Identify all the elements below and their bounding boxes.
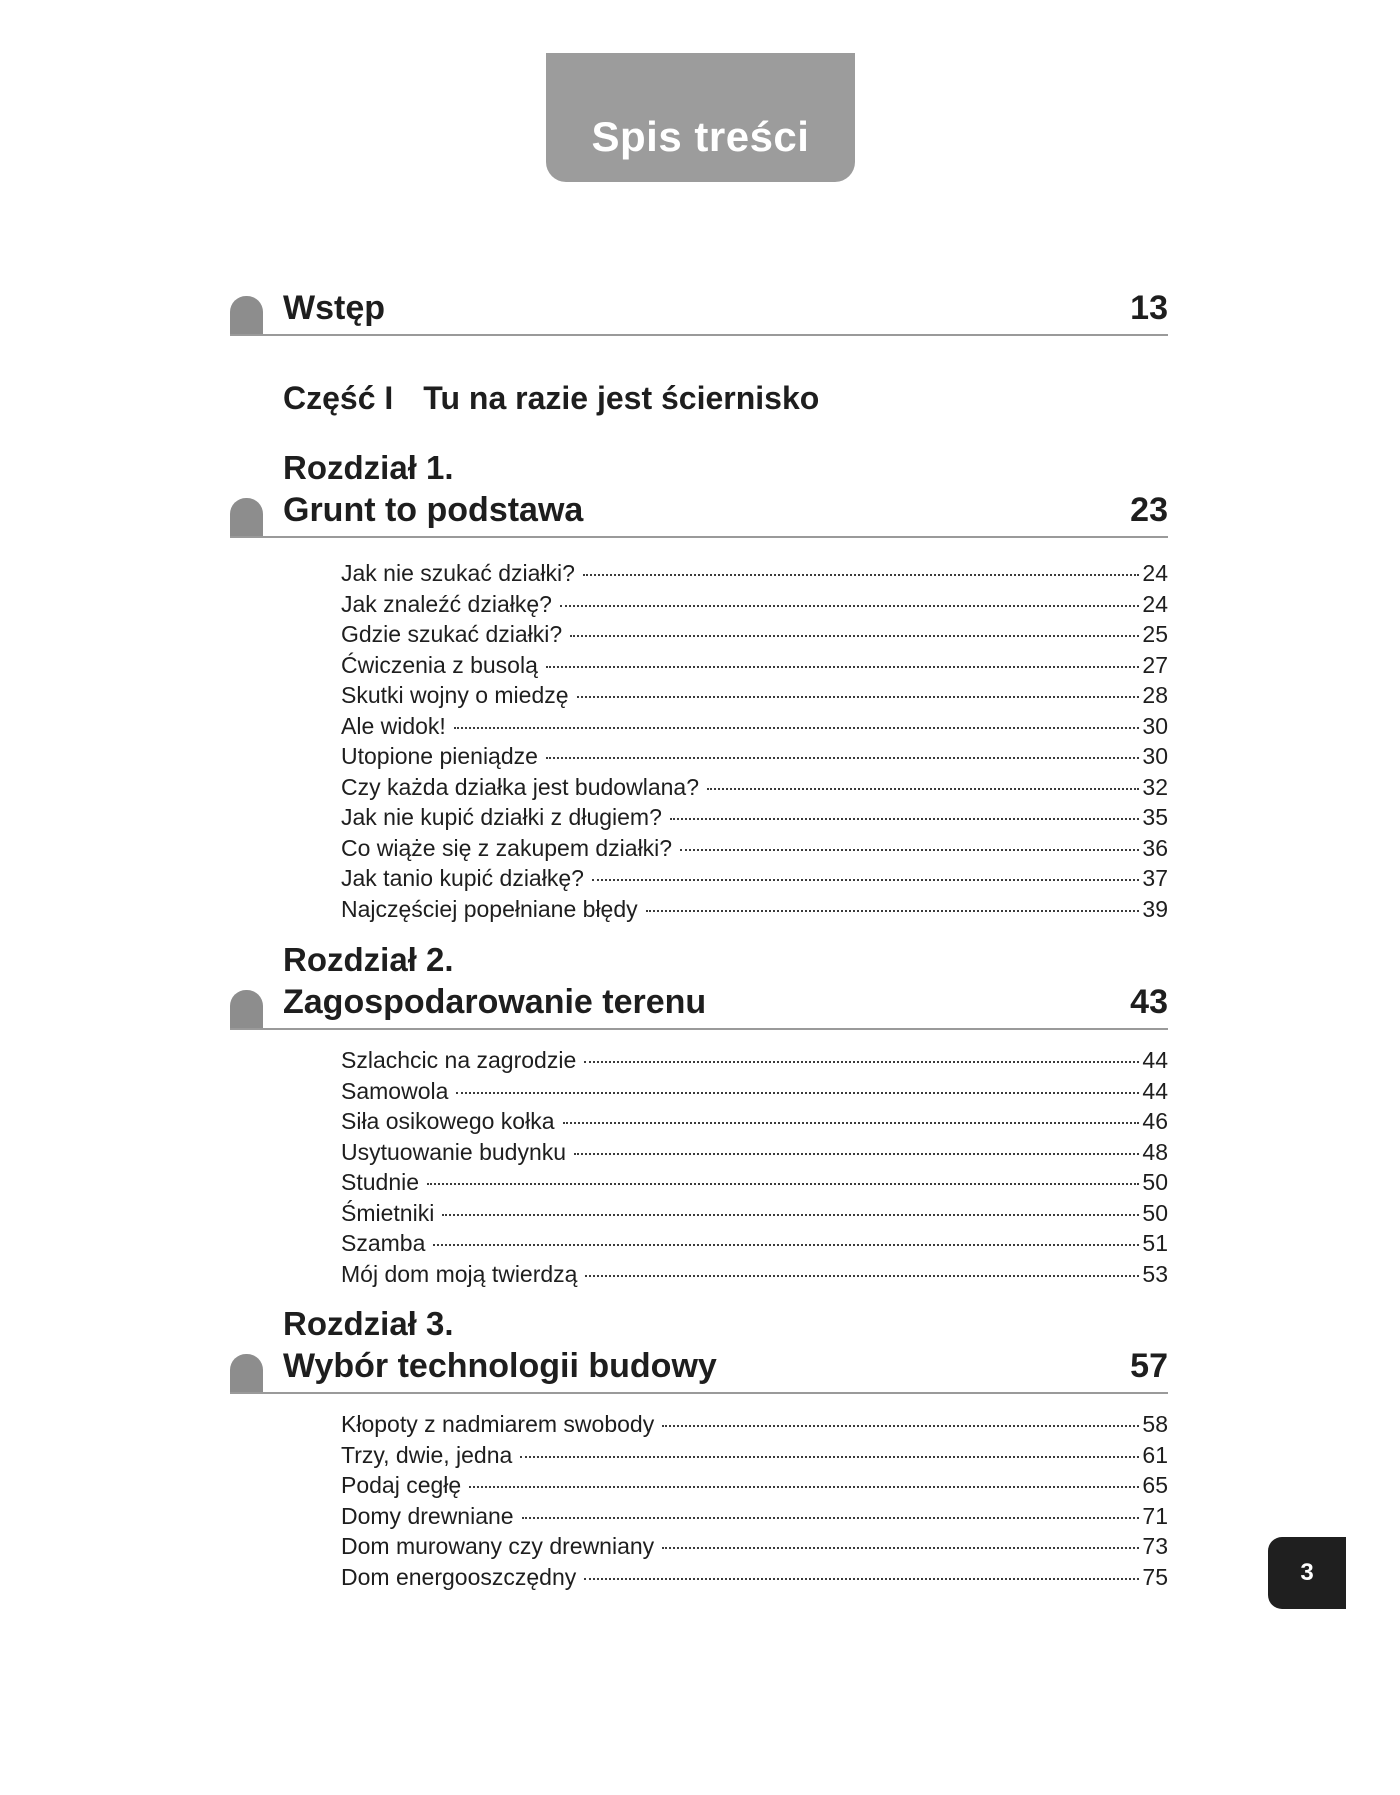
toc-entry[interactable] xyxy=(341,1076,1168,1107)
toc-entry[interactable] xyxy=(341,589,1168,620)
entry-title: Podaj cegłę xyxy=(341,1472,462,1498)
dot-leader xyxy=(707,788,1139,790)
toc-entry[interactable] xyxy=(341,1501,1168,1532)
entry-page: 48 xyxy=(1142,1138,1168,1165)
entry-title: Najczęściej popełniane błędy xyxy=(341,895,638,922)
toc-entry[interactable] xyxy=(341,1137,1168,1168)
dot-leader xyxy=(442,1214,1139,1216)
entry-page: 50 xyxy=(1142,1199,1168,1226)
entry-title: Studnie xyxy=(341,1169,420,1195)
entry-page: 46 xyxy=(1142,1108,1168,1134)
entry-page: 28 xyxy=(1142,682,1168,708)
section-rule xyxy=(230,536,1168,538)
section-rule xyxy=(230,1392,1168,1394)
dot-leader xyxy=(662,1547,1139,1549)
entry-title: Jak tanio kupić działkę? xyxy=(341,865,584,891)
part-number: Część I xyxy=(283,380,394,416)
entry-page: 27 xyxy=(1142,651,1168,678)
entry-page: 30 xyxy=(1142,743,1168,769)
entry-page: 44 xyxy=(1142,1047,1168,1073)
chapter-number: Rozdział 2. xyxy=(283,941,454,978)
dot-leader xyxy=(563,1122,1140,1124)
dot-leader xyxy=(584,1061,1139,1063)
entry-page: 53 xyxy=(1142,1260,1168,1287)
entry-title: Dom energooszczędny xyxy=(341,1563,577,1590)
entry-title: Utopione pieniądze xyxy=(341,743,538,769)
toc-entry[interactable] xyxy=(341,1106,1168,1137)
toc-entry[interactable] xyxy=(341,558,1168,589)
toc-entry[interactable] xyxy=(341,1409,1168,1440)
toc-entry[interactable] xyxy=(341,1259,1168,1290)
toc-section-intro[interactable] xyxy=(230,276,1168,336)
dot-leader xyxy=(662,1425,1139,1427)
dot-leader xyxy=(577,696,1140,698)
toc-entry[interactable] xyxy=(341,680,1168,711)
entry-page: 71 xyxy=(1142,1502,1168,1529)
entry-page: 37 xyxy=(1142,865,1168,891)
entry-title: Dom murowany czy drewniany xyxy=(341,1533,655,1559)
section-page: 13 xyxy=(1130,289,1168,327)
toc-title: Spis treści xyxy=(591,113,810,160)
dot-leader xyxy=(456,1092,1139,1094)
chapter-page: 43 xyxy=(1130,983,1168,1021)
chapter-2-entries xyxy=(341,1045,1168,1289)
dot-leader xyxy=(522,1517,1140,1519)
entry-page: 24 xyxy=(1142,560,1168,586)
dot-leader xyxy=(570,635,1139,637)
dot-leader xyxy=(592,879,1139,881)
entry-title: Szlachcic na zagrodzie xyxy=(341,1047,577,1073)
entry-title: Kłopoty z nadmiarem swobody xyxy=(341,1411,655,1437)
entry-title: Samowola xyxy=(341,1077,449,1104)
toc-chapter-3[interactable] xyxy=(230,1334,1168,1394)
dot-leader xyxy=(546,757,1139,759)
entry-title: Trzy, dwie, jedna xyxy=(341,1441,513,1468)
entry-title: Ale widok! xyxy=(341,712,446,739)
chapter-title: Zagospodarowanie terenu xyxy=(283,983,707,1021)
toc-entry[interactable] xyxy=(341,863,1168,894)
dot-leader xyxy=(584,1578,1139,1580)
toc-entry[interactable] xyxy=(341,1531,1168,1562)
section-marker-icon xyxy=(230,498,263,536)
entry-page: 75 xyxy=(1142,1563,1168,1590)
page-number-tab xyxy=(1268,1537,1346,1609)
toc-entry[interactable] xyxy=(341,1045,1168,1076)
section-marker-icon xyxy=(230,1354,263,1392)
chapter-page: 57 xyxy=(1130,1347,1168,1385)
toc-entry[interactable] xyxy=(341,833,1168,864)
entry-title: Czy każda działka jest budowlana? xyxy=(341,773,699,800)
dot-leader xyxy=(454,727,1140,729)
dot-leader xyxy=(427,1183,1139,1185)
entry-title: Domy drewniane xyxy=(341,1502,514,1529)
toc-entry[interactable] xyxy=(341,711,1168,742)
dot-leader xyxy=(574,1153,1139,1155)
dot-leader xyxy=(560,605,1139,607)
dot-leader xyxy=(670,818,1140,820)
entry-page: 39 xyxy=(1142,895,1168,922)
dot-leader xyxy=(546,666,1140,668)
entry-title: Śmietniki xyxy=(341,1199,435,1226)
dot-leader xyxy=(433,1244,1139,1246)
toc-entry[interactable] xyxy=(341,650,1168,681)
toc-chapter-2[interactable] xyxy=(230,970,1168,1030)
entry-page: 65 xyxy=(1142,1472,1168,1498)
dot-leader xyxy=(583,574,1139,576)
entry-title: Jak nie kupić działki z długiem? xyxy=(341,804,662,830)
entry-page: 35 xyxy=(1142,804,1168,830)
toc-entry[interactable] xyxy=(341,1167,1168,1198)
entry-page: 50 xyxy=(1142,1169,1168,1195)
entry-title: Ćwiczenia z busolą xyxy=(341,651,538,678)
toc-entry[interactable] xyxy=(341,741,1168,772)
entry-title: Jak znaleźć działkę? xyxy=(341,590,552,617)
entry-title: Mój dom moją twierdzą xyxy=(341,1260,578,1287)
chapter-title: Wybór technologii budowy xyxy=(283,1347,717,1385)
dot-leader xyxy=(520,1456,1139,1458)
entry-page: 73 xyxy=(1142,1533,1168,1559)
toc-part-heading xyxy=(283,380,819,417)
section-rule xyxy=(230,1028,1168,1030)
section-rule xyxy=(230,334,1168,336)
toc-entry[interactable] xyxy=(341,1562,1168,1593)
chapter-3-entries xyxy=(341,1409,1168,1592)
dot-leader xyxy=(469,1486,1139,1488)
chapter-1-entries xyxy=(341,558,1168,924)
chapter-number: Rozdział 1. xyxy=(283,449,454,486)
entry-title: Szamba xyxy=(341,1230,426,1256)
toc-entry[interactable] xyxy=(341,1198,1168,1229)
part-title: Tu na razie jest ściernisko xyxy=(423,380,820,416)
entry-title: Jak nie szukać działki? xyxy=(341,560,575,586)
entry-page: 30 xyxy=(1142,712,1168,739)
entry-page: 36 xyxy=(1142,834,1168,861)
page-number: 3 xyxy=(1300,1559,1314,1586)
toc-entry[interactable] xyxy=(341,772,1168,803)
entry-title: Gdzie szukać działki? xyxy=(341,621,563,647)
entry-page: 32 xyxy=(1142,773,1168,800)
dot-leader xyxy=(585,1275,1139,1277)
entry-page: 24 xyxy=(1142,590,1168,617)
entry-page: 51 xyxy=(1142,1230,1168,1256)
entry-page: 25 xyxy=(1142,621,1168,647)
toc-entry[interactable] xyxy=(341,894,1168,925)
dot-leader xyxy=(680,849,1139,851)
entry-title: Usytuowanie budynku xyxy=(341,1138,567,1165)
section-title: Wstęp xyxy=(283,289,385,327)
toc-entry[interactable] xyxy=(341,1470,1168,1501)
toc-entry[interactable] xyxy=(341,802,1168,833)
section-marker-icon xyxy=(230,296,263,334)
toc-chapter-1[interactable] xyxy=(230,478,1168,538)
section-marker-icon xyxy=(230,990,263,1028)
dot-leader xyxy=(646,910,1140,912)
entry-page: 58 xyxy=(1142,1411,1168,1437)
chapter-title: Grunt to podstawa xyxy=(283,491,584,529)
chapter-number: Rozdział 3. xyxy=(283,1305,454,1342)
toc-entry[interactable] xyxy=(341,1440,1168,1471)
chapter-page: 23 xyxy=(1130,491,1168,529)
entry-title: Siła osikowego kołka xyxy=(341,1108,555,1134)
entry-page: 44 xyxy=(1142,1077,1168,1104)
entry-page: 61 xyxy=(1142,1441,1168,1468)
toc-entry[interactable] xyxy=(341,1228,1168,1259)
toc-entry[interactable] xyxy=(341,619,1168,650)
entry-title: Co wiąże się z zakupem działki? xyxy=(341,834,673,861)
entry-title: Skutki wojny o miedzę xyxy=(341,682,569,708)
